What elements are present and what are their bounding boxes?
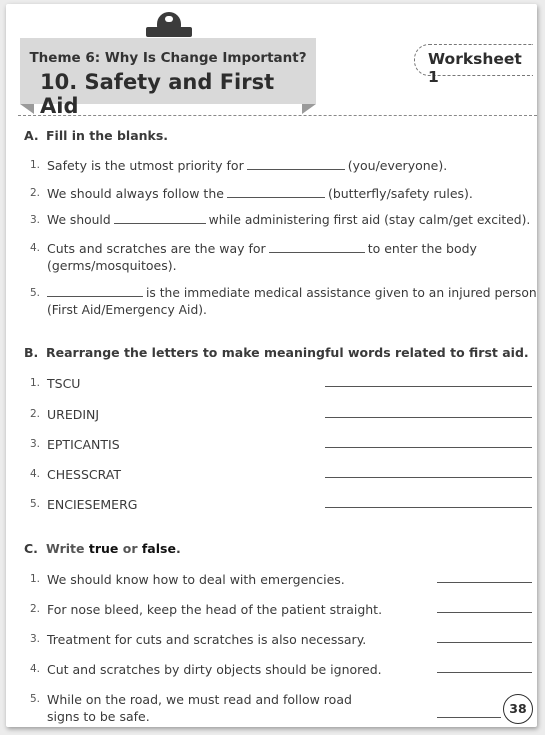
answer-line[interactable] [325, 447, 532, 448]
statement-text: We should know how to deal with emergencies. [47, 572, 345, 587]
item-number: 2. [29, 408, 40, 420]
statement-text-cont: signs to be safe. [47, 709, 150, 724]
answer-line[interactable] [437, 642, 532, 643]
item-text-before: We should always follow the [47, 186, 224, 201]
item-number: 1. [29, 573, 40, 585]
item-number: 4. [29, 663, 40, 675]
answer-blank[interactable] [227, 197, 325, 198]
item-text-before: Cuts and scratches are the way for [47, 241, 266, 256]
banner-fold-right [302, 104, 316, 114]
answer-blank[interactable] [47, 296, 143, 297]
item-text-before: We should [47, 213, 111, 227]
section-a-letter: A. [24, 128, 39, 143]
section-a-title: Fill in the blanks. [46, 128, 169, 143]
section-c-or: or [122, 541, 138, 556]
item-options: (First Aid/Emergency Aid). [47, 303, 207, 317]
answer-line[interactable] [325, 386, 532, 387]
section-c-letter: C. [24, 541, 38, 556]
jumbled-word: ENCIESEMERG [47, 497, 138, 512]
answer-line[interactable] [437, 672, 532, 673]
item-number: 4. [29, 468, 40, 480]
worksheet-page [6, 4, 537, 727]
item-text-after: (butterfly/safety rules). [327, 186, 473, 201]
section-c-heading [24, 541, 181, 556]
item-number: 1. [29, 159, 40, 171]
answer-line[interactable] [325, 417, 532, 418]
answer-line[interactable] [325, 477, 532, 478]
item-number: 4. [29, 242, 40, 254]
item-number: 3. [29, 633, 40, 645]
answer-blank[interactable] [114, 223, 206, 224]
worksheet-label: Worksheet 1 [428, 50, 522, 86]
page-number: 38 [503, 694, 533, 724]
statement-text: For nose bleed, keep the head of the patient straight. [47, 602, 383, 617]
item-text-after: while administering first aid (stay calm/get excited). [208, 213, 531, 227]
item-text-after: to enter the body [367, 241, 477, 256]
banner-fold-left [20, 104, 34, 114]
jumbled-word: UREDINJ [47, 407, 100, 422]
section-b-heading [24, 345, 529, 360]
theme-label: Theme 6: Why Is Change Important? [29, 50, 307, 66]
statement-text: Treatment for cuts and scratches is also necessary. [47, 632, 367, 647]
item-text-after: is the immediate medical assistance given to an injured person [146, 286, 537, 300]
answer-line[interactable] [437, 612, 532, 613]
item-number: 2. [29, 187, 40, 199]
item-number: 5. [29, 498, 40, 510]
answer-line[interactable] [437, 717, 501, 718]
item-number: 1. [29, 377, 40, 389]
section-b-letter: B. [24, 345, 39, 360]
answer-line[interactable] [437, 582, 532, 583]
section-a-heading [24, 128, 168, 143]
section-b-title: Rearrange the letters to make meaningful words related to first aid. [46, 345, 529, 360]
item-number: 5. [29, 287, 40, 299]
statement-text: While on the road, we must read and follow road [47, 692, 352, 707]
section-c-true: true [88, 541, 119, 556]
jumbled-word: CHESSCRAT [47, 467, 122, 482]
item-text-after: (you/everyone). [347, 158, 448, 173]
section-c-period: . [175, 541, 181, 556]
worksheet-badge [414, 44, 533, 86]
item-number: 3. [29, 214, 40, 226]
jumbled-word: EPTICANTIS [47, 437, 120, 452]
answer-blank[interactable] [269, 252, 365, 253]
answer-blank[interactable] [247, 169, 345, 170]
section-c-false: false [141, 541, 176, 556]
statement-text: Cut and scratches by dirty objects should be ignored. [47, 662, 382, 677]
item-number: 3. [29, 438, 40, 450]
header-divider [18, 115, 537, 116]
section-c-write: Write [46, 541, 85, 556]
item-text-before: Safety is the utmost priority for [47, 158, 244, 173]
item-number: 2. [29, 603, 40, 615]
page-title: 10. Safety and First Aid [40, 70, 275, 118]
title-banner [20, 38, 316, 118]
item-number: 5. [29, 693, 40, 705]
item-options: (germs/mosquitoes). [47, 258, 177, 273]
answer-line[interactable] [325, 507, 532, 508]
jumbled-word: TSCU [47, 376, 81, 391]
